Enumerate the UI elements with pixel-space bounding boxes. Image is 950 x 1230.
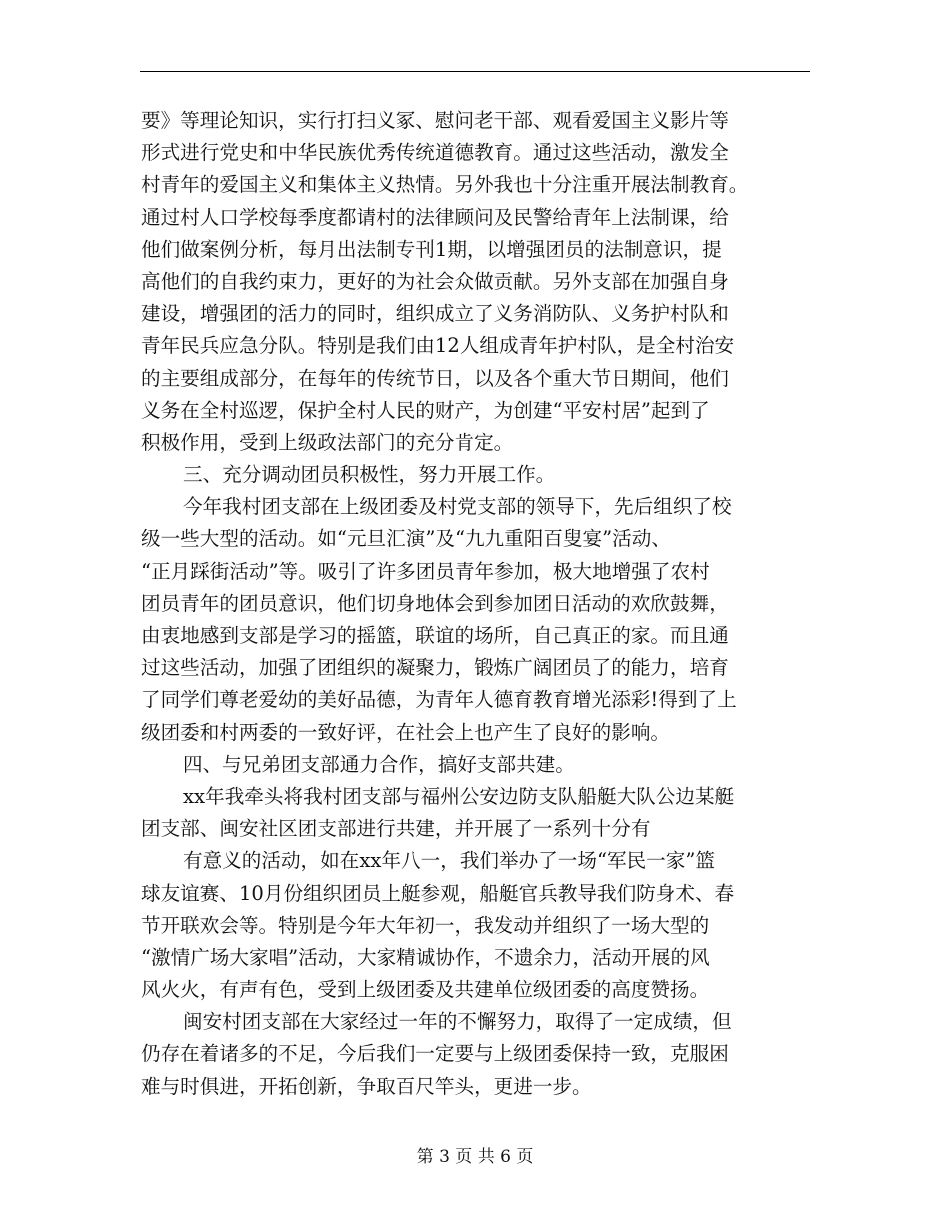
text-line: 建设，增强团的活力的同时，组织成立了义务消防队、义务护村队和 [141, 302, 729, 326]
text-line: “正月踩街活动”等。吸引了许多团员青年参加，极大地增强了农村 [141, 559, 710, 583]
text-line: 青年民兵应急分队。特别是我们由12人组成青年护村队，是全村治安 [141, 334, 735, 358]
text-line: 有意义的活动，如在xx年八一，我们举办了一场“军民一家”篮 [183, 849, 715, 873]
text-line: 团员青年的团员意识，他们切身地体会到参加团日活动的欢欣鼓舞， [141, 591, 729, 615]
text-line: 级团委和村两委的一致好评，在社会上也产生了良好的影响。 [141, 720, 671, 744]
text-line: 球友谊赛、10月份组织团员上艇参观，船艇官兵教导我们防身术、春 [141, 881, 735, 905]
text-line: 通过村人口学校每季度都请村的法律顾问及民警给青年上法制课，给 [141, 205, 729, 229]
text-line: 形式进行党史和中华民族优秀传统道德教育。通过这些活动，激发全 [141, 141, 729, 165]
text-line: 闽安村团支部在大家经过一年的不懈努力，取得了一定成绩，但 [183, 1010, 732, 1034]
text-line: 三、充分调动团员积极性，努力开展工作。 [183, 463, 556, 487]
text-line: 了同学们尊老爱幼的美好品德，为青年人德育教育增光添彩!得到了上 [141, 688, 737, 712]
text-line: 由衷地感到支部是学习的摇篮，联谊的场所，自己真正的家。而且通 [141, 624, 729, 647]
text-line: 节开联欢会等。特别是今年大年初一，我发动并组织了一场大型的 [141, 913, 710, 937]
text-line: 村青年的爱国主义和集体主义热情。另外我也十分注重开展法制教育。 [141, 173, 749, 197]
text-line: 今年我村团支部在上级团委及村党支部的领导下，先后组织了校 [183, 495, 732, 519]
text-line: 团支部、闽安社区团支部进行共建，并开展了一系列十分有 [141, 817, 651, 841]
page-footer: 第 3 页 共 6 页 [416, 1147, 534, 1167]
text-line: 仍存在着诸多的不足，今后我们一定要与上级团委保持一致，克服困 [141, 1042, 729, 1066]
header-rule [140, 71, 810, 72]
text-line: 积极作用，受到上级政法部门的充分肯定。 [141, 430, 514, 454]
text-line: 风火火，有声有色，受到上级团委及共建单位级团委的高度赞扬。 [141, 978, 710, 1002]
text-line: 高他们的自我约束力，更好的为社会众做贡献。另外支部在加强自身 [141, 269, 729, 293]
text-line: 级一些大型的活动。如“元旦汇演”及“九九重阳百叟宴”活动、 [141, 527, 671, 551]
text-line: 四、与兄弟团支部通力合作，搞好支部共建。 [183, 752, 575, 776]
body-text [141, 105, 813, 1103]
text-line: 要》等理论知识，实行打扫义冢、慰问老干部、观看爱国主义影片等 [141, 109, 729, 132]
text-line: 难与时俱进，开拓创新，争取百尺竿头，更进一步。 [141, 1074, 592, 1098]
text-line: “激情广场大家唱”活动，大家精诚协作，不遗余力，活动开展的风 [141, 945, 710, 969]
text-line: 的主要组成部分，在每年的传统节日，以及各个重大节日期间，他们 [141, 366, 729, 390]
text-line: 他们做案例分析，每月出法制专刊1期，以增强团员的法制意识，提 [141, 237, 722, 261]
text-line: 义务在全村巡逻，保护全村人民的财产，为创建“平安村居”起到了 [141, 398, 710, 422]
text-line: xx年我牵头将我村团支部与福州公安边防支队船艇大队公边某艇 [183, 784, 735, 808]
text-line: 过这些活动，加强了团组织的凝聚力，锻炼广阔团员了的能力，培育 [141, 656, 729, 680]
